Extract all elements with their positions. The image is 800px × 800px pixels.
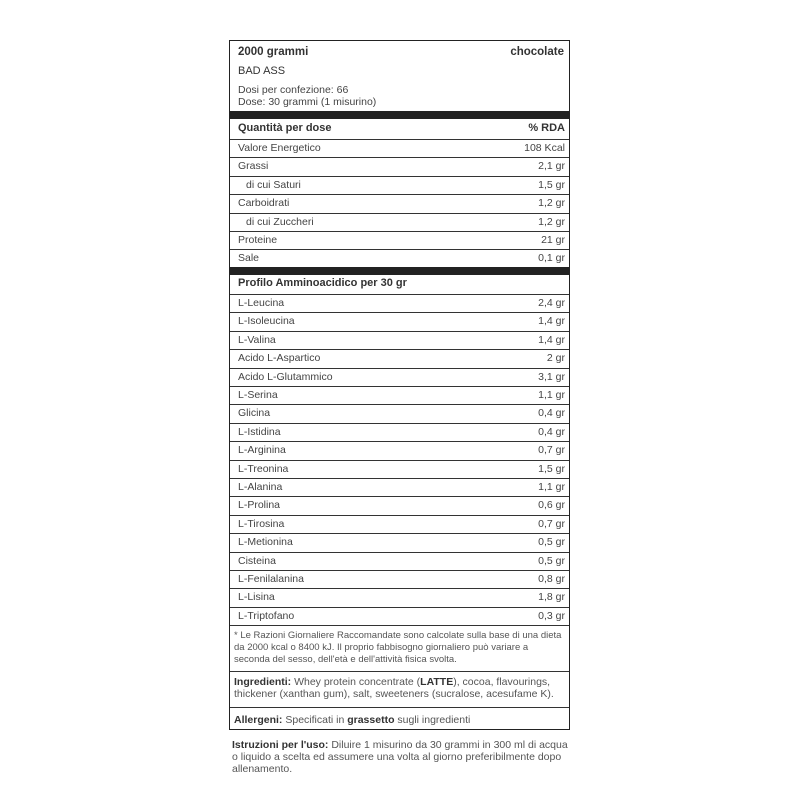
row-name: L-Prolina (238, 499, 281, 512)
divider-line (230, 707, 569, 708)
table-row (230, 194, 569, 212)
product-brand: BAD ASS (238, 65, 286, 77)
divider-bar (230, 267, 569, 275)
dose-size: Dose: 30 grammi (1 misurino) (238, 96, 377, 108)
table-row (230, 515, 569, 533)
table-row (230, 441, 569, 459)
doses-per-pack: Dosi per confezione: 66 (238, 84, 349, 96)
table-row (230, 404, 569, 422)
allergens-label: Allergeni: (234, 714, 283, 726)
row-value: 21 gr (541, 234, 565, 246)
table-row (230, 533, 569, 551)
instructions-text: Diluire 1 misurino da 30 grammi in 300 ml di acqua o liquido a scelta ed assumere una volta al giorno preferibilmente dopo allenamento. (232, 739, 568, 775)
label-header (238, 46, 564, 58)
row-value: 0,4 gr (538, 407, 565, 420)
ingredients-text-b: ), cocoa, flavourings, thickener (xanthan gum), salt, sweeteners (sucralose, acesufame K). (234, 676, 554, 700)
row-value: 0,7 gr (538, 517, 565, 530)
allergens-bold: grassetto (347, 714, 395, 726)
nutrition-heading (230, 121, 569, 137)
row-name: L-Alanina (238, 481, 283, 493)
rda-label: % RDA (528, 122, 565, 134)
divider-bar (230, 111, 569, 119)
row-name: Glicina (238, 407, 271, 420)
row-value: 0,7 gr (538, 444, 565, 457)
row-name: Cisteina (238, 554, 276, 567)
table-row (230, 478, 569, 496)
row-name: L-Lisina (238, 591, 275, 604)
row-name: Sale (238, 252, 260, 265)
table-row (230, 213, 569, 231)
allergens-text-a: Specificati in (282, 714, 348, 726)
row-value: 0,4 gr (538, 425, 565, 438)
row-value: 0,5 gr (538, 554, 565, 567)
row-name: L-Treonina (238, 462, 289, 475)
row-name: L-Isoleucina (238, 315, 295, 328)
table-row (230, 570, 569, 588)
ingredients-bold: LATTE (420, 676, 454, 688)
table-row (230, 312, 569, 330)
divider-line (230, 671, 569, 672)
row-value: 1,5 gr (538, 178, 565, 191)
footnote: * Le Razioni Giornaliere Raccomandate sono calcolate sulla base di una dieta da 2000 kcal o 8400 kJ. Il proprio fabbisogno giornaliero può variare a seconda del sesso, dell'età e dell'attività fisica svolta. (234, 630, 562, 665)
table-row (230, 349, 569, 367)
row-value: 3,1 gr (538, 370, 565, 383)
row-value: 0,8 gr (538, 573, 565, 585)
row-name: Proteine (238, 234, 278, 246)
row-value: 1,2 gr (538, 215, 565, 228)
table-bottom-line (230, 625, 569, 626)
row-value: 1,1 gr (538, 389, 565, 401)
row-value: 1,8 gr (538, 591, 565, 604)
row-name: di cui Saturi (246, 178, 301, 191)
row-value: 0,3 gr (538, 609, 565, 622)
row-name: L-Leucina (238, 297, 285, 309)
allergens (230, 714, 569, 726)
table-row (230, 157, 569, 175)
table-row (230, 331, 569, 349)
table-row (230, 588, 569, 606)
table-row (230, 460, 569, 478)
table-row (230, 552, 569, 570)
table-row (230, 139, 569, 157)
row-name: L-Tirosina (238, 517, 285, 530)
row-name: L-Fenilalanina (238, 573, 304, 585)
table-row (230, 386, 569, 404)
product-flavor: chocolate (510, 46, 564, 58)
row-value: 1,2 gr (538, 197, 565, 210)
row-name: Grassi (238, 160, 269, 173)
row-value: 1,4 gr (538, 315, 565, 328)
ingredients (230, 676, 569, 700)
product-weight: 2000 grammi (238, 46, 309, 58)
row-name: Valore Energetico (238, 142, 321, 154)
row-value: 0,1 gr (538, 252, 565, 265)
instructions-label: Istruzioni per l'uso: (232, 739, 329, 751)
row-name: L-Arginina (238, 444, 286, 457)
nutrition-title: Quantità per dose (238, 122, 332, 134)
row-value: 2,1 gr (538, 160, 565, 173)
table-row (230, 176, 569, 194)
instructions (232, 739, 570, 775)
table-row (230, 249, 569, 267)
row-value: 1,4 gr (538, 333, 565, 346)
amino-heading (230, 276, 569, 292)
nutrition-label (229, 40, 570, 730)
row-name: L-Metionina (238, 536, 293, 549)
row-value: 1,5 gr (538, 462, 565, 475)
row-name: L-Valina (238, 333, 276, 346)
row-value: 108 Kcal (524, 142, 565, 154)
table-row (230, 423, 569, 441)
table-row (230, 368, 569, 386)
table-row (230, 607, 569, 625)
table-row (230, 231, 569, 249)
row-value: 0,6 gr (538, 499, 565, 512)
row-name: di cui Zuccheri (246, 215, 314, 228)
row-name: Carboidrati (238, 197, 290, 210)
amino-title: Profilo Amminoacidico per 30 gr (238, 277, 407, 289)
row-name: L-Serina (238, 389, 278, 401)
row-name: L-Triptofano (238, 609, 295, 622)
ingredients-label: Ingredienti: (234, 676, 292, 688)
table-row (230, 496, 569, 514)
row-value: 1,1 gr (538, 481, 565, 493)
ingredients-text-a: Whey protein concentrate ( (291, 676, 421, 688)
row-name: Acido L-Glutammico (238, 370, 333, 383)
row-name: Acido L-Aspartico (238, 352, 321, 365)
dose-info (238, 84, 376, 108)
allergens-text-b: sugli ingredienti (394, 714, 471, 726)
row-value: 0,5 gr (538, 536, 565, 549)
row-value: 2 gr (546, 352, 565, 365)
table-row (230, 294, 569, 312)
row-value: 2,4 gr (538, 297, 565, 309)
row-name: L-Istidina (238, 425, 281, 438)
